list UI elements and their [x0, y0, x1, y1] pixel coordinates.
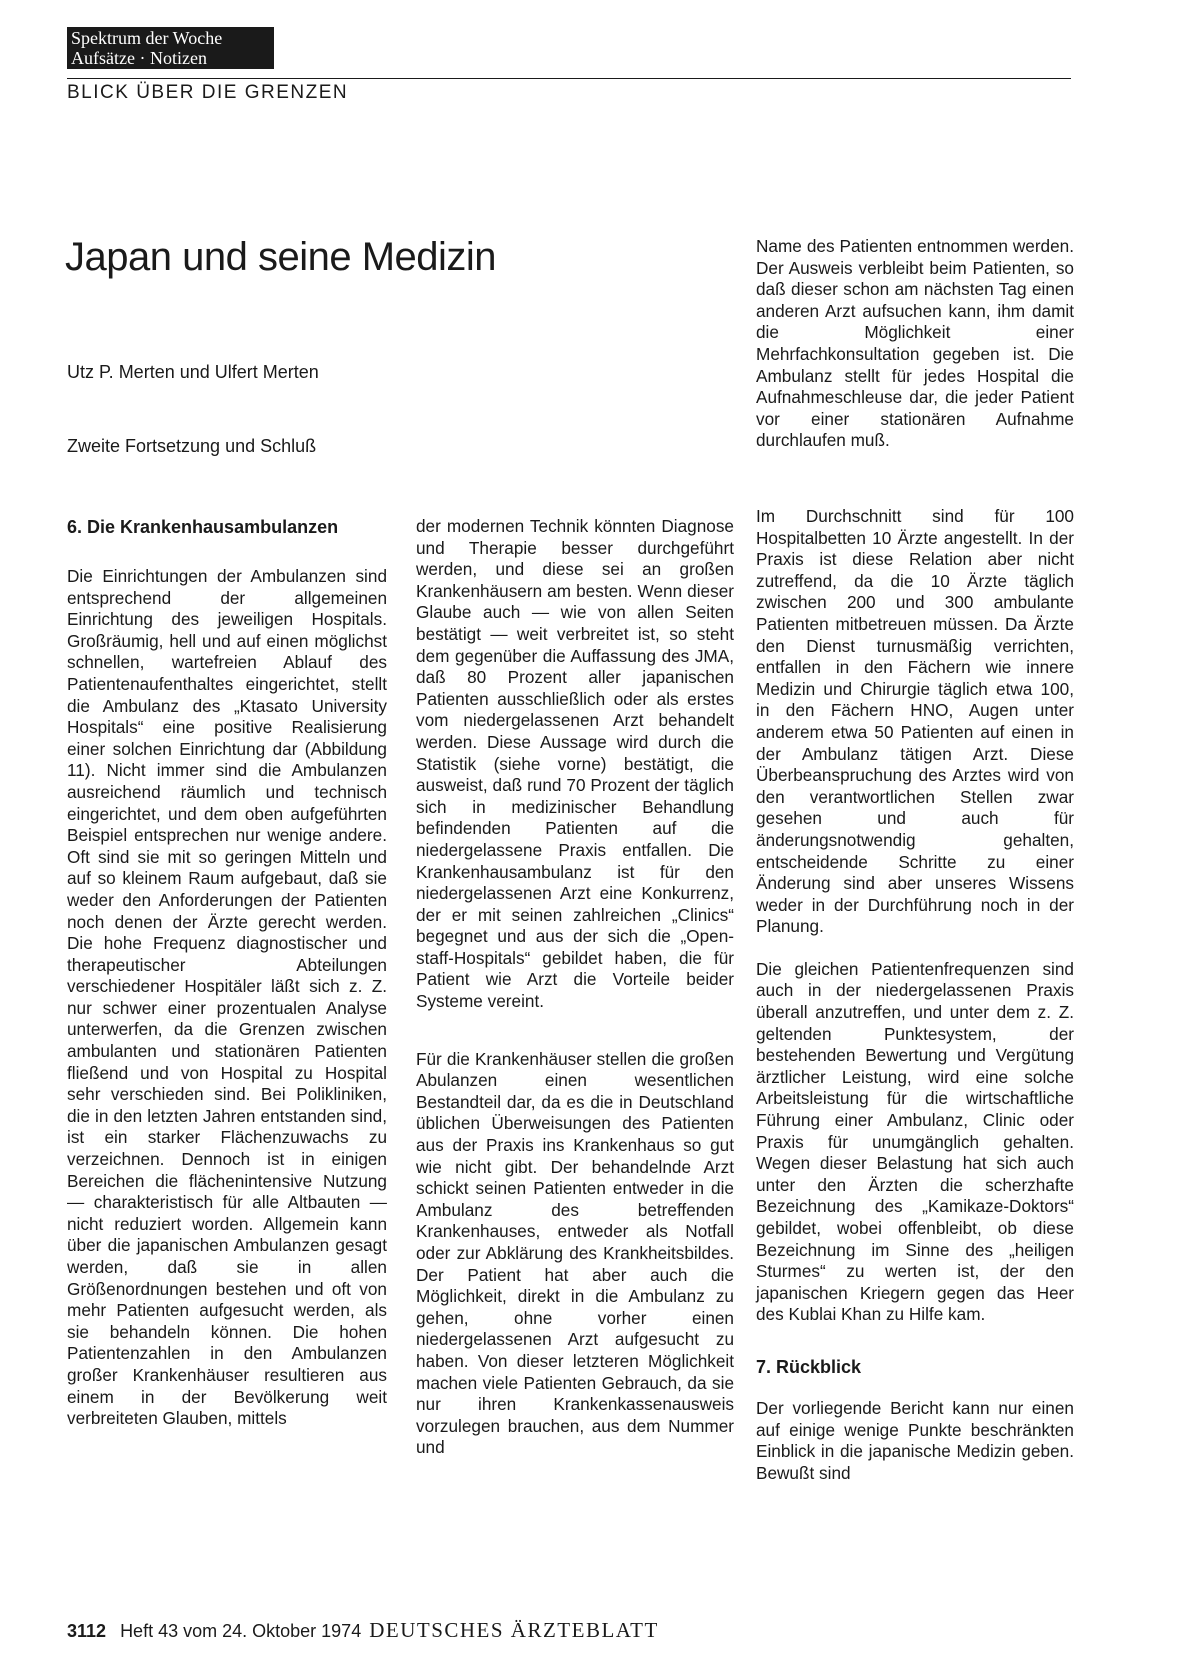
text-column-2 — [416, 516, 734, 1459]
paragraph: der modernen Technik könnten Diagnose und Therapie besser durchgeführt werden, und diese sei an großen Krankenhäusern am besten. Wenn dieser Glaube auch — wie von allen Seiten bestätigt — weit verbreitet ist, so steht dem gegenüber die Auffassung des JMA, daß 80 Prozent aller japanischen Patienten ausschließlich oder als erstes vom niedergelassenen Arzt behandelt werden. Diese Aussage wird durch die Statistik (siehe vorne) bestätigt, die ausweist, daß rund 70 Prozent der täglich sich in medizinischer Behandlung befindenden Patienten auf die niedergelassene Praxis entfallen. Die Krankenhausambulanz ist für den niedergelassenen Arzt eine Konkurrenz, der er mit seinen zahlreichen „Clinics“ begegnet und aus der sich die „Open-staff-Hospitals“ gebildet haben, die für Patient wie Arzt die Vorteile beider Systeme vereint. — [416, 516, 734, 1012]
issue-info: Heft 43 vom 24. Oktober 1974 — [120, 1621, 362, 1641]
article-title: Japan und seine Medizin — [65, 235, 497, 279]
page-number: 3112 — [67, 1621, 107, 1641]
paragraph: Für die Krankenhäuser stellen die großen Abulanzen einen wesentlichen Bestandteil dar, da es die in Deutschland üblichen Überweisungen des Patienten aus der Praxis ins Krankenhaus so gut wie nicht gibt. Der behandelnde Arzt schickt seinen Patienten entweder in die Ambulanz des betreffenden Krankenhauses, entweder als Notfall oder zur Abklärung des Krankheitsbildes. Der Patient hat aber auch die Möglichkeit, direkt in die Ambulanz zu gehen, ohne vorher einen niedergelassenen Arzt aufgesucht zu haben. Von dieser letzteren Möglichkeit machen viele Patienten Gebrauch, da sie nur ihren Krankenkassenausweis vorzulegen brauchen, aus dem Nummer und — [416, 1048, 734, 1458]
text-column-3 — [756, 506, 1074, 1484]
badge-line-2: Aufsätze · Notizen — [71, 48, 207, 68]
paragraph: Die gleichen Patientenfrequenzen sind auch in der niedergelassenen Praxis überall anzutreffen, und unter dem z. Z. geltenden Punktesystem, der bestehenden Bewertung und Vergütung ärztlicher Leistung, wird eine solche Arbeitsleistung für die wirtschaftliche Führung einer Ambulanz, Clinic oder Praxis für unumgänglich gehalten. Wegen dieser Belastung hat sich auch unter den Ärzten die scherzhafte Bezeichnung des „Kamikaze-Doktors“ gebildet, wobei offenbleibt, ob diese Bezeichnung im Sinne des „heiligen Sturmes“ zu werten ist, der den japanischen Kriegern gegen das Heer des Kublai Khan zu Hilfe kam. — [756, 958, 1074, 1325]
paragraph: Name des Patienten entnommen werden. Der Ausweis verbleibt beim Patienten, so daß dieser schon am nächsten Tag einen anderen Arzt aufsuchen kann, ihm damit die Möglichkeit einer Mehrfachkonsultation gegeben ist. Die Ambulanz stellt für jedes Hospital die Aufnahmeschleuse dar, die jeder Patient vor einer stationären Aufnahme durchlaufen muß. — [756, 236, 1074, 451]
section-badge — [67, 27, 274, 69]
section-heading-7: 7. Rückblick — [756, 1356, 862, 1377]
paragraph: Die Einrichtungen der Ambulanzen sind entsprechend der allgemeinen Einrichtung des jeweiligen Hospitals. Großräumig, hell und auf einen möglichst schnellen, wartefreien Ablauf des Patientenaufenthaltes eingerichtet, stellt die Ambulanz des „Ktasato University Hospitals“ eine positive Realisierung einer solchen Einrichtung dar (Abbildung 11). Nicht immer sind die Ambulanzen ausreichend räumlich und technisch eingerichtet, und dem oben aufgeführten Beispiel entsprechen nur wenige andere. Oft sind sie mit so geringen Mitteln und auf so kleinem Raum aufgebaut, daß sie weder den Anforderungen der Patienten noch denen der Ärzte gerecht werden. Die hohe Frequenz diagnostischer und therapeutischer Abteilungen verschiedener Hospitäler läßt sich z. Z. nur schwer einer prozentualen Analyse unterwerfen, da die Grenzen zwischen ambulanten und stationären Patienten fließend und von Hospital zu Hospital sehr verschieden sind. Bei Polikliniken, die in den letzten Jahren entstanden sind, ist ein starker Flächenzuwachs zu verzeichnen. Dennoch ist in einigen Bereichen die flächenintensive Nutzung — charakteristisch für alle Altbauten — nicht reduziert worden. Allgemein kann über die japanischen Ambulanzen gesagt werden, daß sie in allen Größenordnungen bestehen und oft von mehr Patienten aufgesucht werden, als sie behandeln können. Die hohen Patientenzahlen in den Ambulanzen großer Krankenhäuser resultieren aus einem in der Bevölkerung weit verbreiteten Glauben, mittels — [67, 566, 387, 1429]
page-footer — [67, 1618, 659, 1643]
text-column-1 — [67, 516, 387, 1430]
article-authors: Utz P. Merten und Ulfert Merten — [67, 362, 319, 382]
badge-line-1: Spektrum der Woche — [71, 28, 223, 48]
paragraph: Im Durchschnitt sind für 100 Hospitalbetten 10 Ärzte angestellt. In der Praxis ist diese Relation aber nicht zutreffend, da die 10 Ärzte täglich zwischen 200 und 300 ambulante Patienten mitbetreuen müssen. Da Ärzte den Dienst turnusmäßig verrichten, entfallen in den Fächern wie innere Medizin und Chirurgie täglich etwa 100, in den Fächern HNO, Augen unter anderem etwa 50 Patienten auf einen in der Ambulanz tätigen Arzt. Diese Überbeanspruchung des Arztes wird von den verantwortlichen Stellen zwar gesehen und auch für änderungsnotwendig gehalten, entscheidende Schritte zu einer Änderung sind aber unseres Wissens weder in der Durchführung noch in der Planung. — [756, 506, 1074, 937]
section-heading-6: 6. Die Krankenhausambulanzen — [67, 517, 339, 537]
section-title: BLICK ÜBER DIE GRENZEN — [67, 82, 349, 103]
paragraph: Der vorliegende Bericht kann nur einen auf einige wenige Punkte beschränkten Einblick in die japanische Medizin geben. Bewußt sind — [756, 1397, 1074, 1483]
text-column-3-top — [756, 236, 1074, 452]
journal-name: DEUTSCHES ÄRZTEBLATT — [369, 1618, 659, 1642]
header-rule — [67, 78, 1071, 79]
article-subtitle: Zweite Fortsetzung und Schluß — [67, 436, 317, 456]
